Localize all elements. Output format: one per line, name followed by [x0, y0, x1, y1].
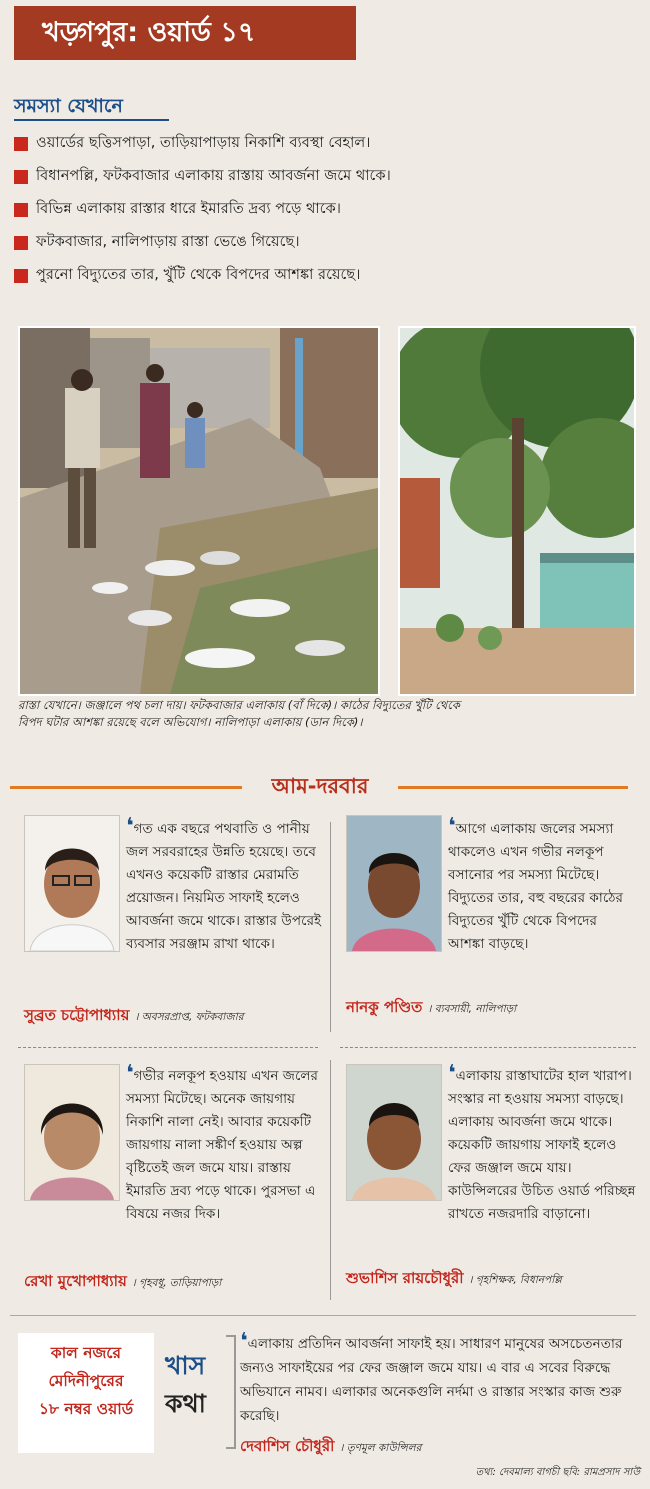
- person-portrait-image: [347, 816, 441, 951]
- speaker-role: । অবসরপ্রাপ্ত, ফটকবাজার: [134, 1011, 244, 1023]
- row-divider: [18, 1047, 318, 1048]
- quote-mark-icon: ❛: [126, 814, 134, 839]
- list-item: ওয়ার্ডের ছত্তিসপাড়া, তাড়িয়াপাড়ায় নিকাশি ব্যবস্থা বেহাল।: [14, 127, 634, 160]
- problems-title: সমস্যা যেখানে: [14, 95, 123, 117]
- section-rule-left: [10, 786, 242, 789]
- avatar: [346, 1064, 442, 1201]
- opinion-quote: ❛আগে এলাকায় জলের সমস্যা থাকলেও এখন গভীর নলকূপ বসানোর পর সমস্যা মিটেছে। বিদ্যুতের তার, বহু বছরের কাঠের বিদ্যুতের খুঁটি থেকে বিপদের আশঙ্কা বাড়ছে।: [448, 814, 624, 952]
- page-title: খড়্গপুর: ওয়ার্ড ১৭: [42, 17, 256, 48]
- councillor-quote: ❛এলাকায় প্রতিদিন আবর্জনা সাফাই হয়। সাধারণ মানুষের অসচেতনতার জন্যও সাফাইয়ের পর ফের জঞ্জাল জমে যায়। এ বার এ সবের বিরুদ্ধে অভিযানে নামব। এলাকার অনেকগুলি নর্দমা ও রাস্তার সংস্কার কাজ শুরু করেছি।: [240, 1329, 623, 1424]
- photo-caption: রাস্তা যেখানে। জঞ্জালে পথ চলা দায়। ফটকবাজার এলাকায় (বাঁ দিকে)। কাঠের বিদ্যুতের খুঁটি থেকে বিপদ ঘটার আশঙ্কা রয়েছে বলে অভিযোগ। নালিপাড়া এলাকায় (ডান দিকে)।: [18, 698, 460, 729]
- red-square-bullet-icon: [14, 236, 28, 250]
- section-rule-right: [398, 786, 628, 789]
- avatar: [346, 815, 442, 952]
- problems-list: [14, 127, 634, 292]
- khas-label: খাস: [165, 1351, 206, 1380]
- list-item: বিভিন্ন এলাকায় রাস্তার ধারে ইমারতি দ্রব্য পড়ে থাকে।: [14, 193, 634, 226]
- opinion-quote: ❛এলাকায় রাস্তাঘাটের হাল খারাপ। সংস্কার না হওয়ায় সমস্যা বাড়ছে। এলাকায় আবর্জনা জমে থাকে। কয়েকটি জায়গায় সাফাই হলেও ফের জঞ্জাল জমে যায়। কাউন্সিলরের উচিত ওয়ার্ড পরিচ্ছন্ন রাখতে নজরদারি বাড়ানো।: [448, 1061, 636, 1222]
- column-divider: [330, 1060, 331, 1300]
- speaker-role: । ব্যবসায়ী, নালিপাড়া: [427, 1003, 517, 1015]
- speaker-role: । গৃহবধূ, তাড়িয়াপাড়া: [132, 1277, 222, 1289]
- opinion-quote: ❛গত এক বছরে পথবাতি ও পানীয় জল সরবরাহের উন্নতি হয়েছে। তবে এখনও কয়েকটি রাস্তার মেরামতি প্রয়োজন। নিয়মিত সাফাই হলেও আবর্জনা জমে থাকে। রাস্তার উপরেই ব্যবসার সরঞ্জাম রাখা থাকে।: [126, 814, 322, 952]
- next-ward-box: কাল নজরে মেদিনীপুরের ১৮ নম্বর ওয়ার্ড: [18, 1333, 154, 1453]
- avatar: [24, 815, 120, 952]
- avatar: [24, 1064, 120, 1201]
- list-item: ফটকবাজার, নালিপাড়ায় রাস্তা ভেঙে গিয়েছে।: [14, 226, 634, 259]
- councillor-name: দেবাশিস চৌধুরী । তৃণমূল কাউন্সিলর: [240, 1437, 422, 1455]
- councillor-role: । তৃণমূল কাউন্সিলর: [339, 1442, 422, 1454]
- page-header: [14, 6, 356, 60]
- quote-mark-icon: ❛: [448, 1061, 456, 1086]
- speaker-name: শুভাশিস রায়চৌধুরী । গৃহশিক্ষক, বিধানপল্লি: [346, 1269, 562, 1287]
- section-separator: [10, 1315, 636, 1316]
- red-square-bullet-icon: [14, 269, 28, 283]
- red-square-bullet-icon: [14, 170, 28, 184]
- list-item: বিধানপল্লি, ফটকবাজার এলাকায় রাস্তায় আবর্জনা জমে থাকে।: [14, 160, 634, 193]
- person-portrait-image: [347, 1065, 441, 1200]
- red-square-bullet-icon: [14, 203, 28, 217]
- speaker-name: রেখা মুখোপাধ্যায় । গৃহবধূ, তাড়িয়াপাড়া: [24, 1272, 222, 1290]
- row-divider: [340, 1047, 636, 1048]
- opinion-quote: ❛গভীর নলকূপ হওয়ায় এখন জলের সমস্যা মিটেছে। অনেক জায়গায় নিকাশি নালা নেই। আবার কয়েকটি জায়গায় নালা সঙ্কীর্ণ হওয়ায় অল্প বৃষ্টিতেই জল জমে যায়। রাস্তায় ইমারতি দ্রব্য পড়ে থাকে। পুরসভা এ বিষয়ে নজর দিক।: [126, 1061, 319, 1222]
- red-square-bullet-icon: [14, 137, 28, 151]
- street-scene-image: [20, 328, 378, 694]
- kotha-label: কথা: [165, 1389, 206, 1418]
- quote-mark-icon: ❛: [448, 814, 456, 839]
- street-litter-photo: [18, 326, 380, 696]
- section-title: আম-দরবার: [271, 774, 369, 798]
- bracket-divider: [226, 1335, 236, 1449]
- person-portrait-image: [25, 1065, 119, 1200]
- quote-mark-icon: ❛: [126, 1061, 134, 1086]
- title-underline: [14, 119, 169, 121]
- person-portrait-image: [25, 816, 119, 951]
- quote-mark-icon: ❛: [240, 1329, 248, 1354]
- speaker-role: । গৃহশিক্ষক, বিধানপল্লি: [468, 1274, 562, 1286]
- list-item: পুরনো বিদ্যুতের তার, খুঁটি থেকে বিপদের আশঙ্কা রয়েছে।: [14, 259, 634, 292]
- speaker-name: সুব্রত চট্টোপাধ্যায় । অবসরপ্রাপ্ত, ফটকবাজার: [24, 1006, 244, 1024]
- column-divider: [330, 822, 331, 1032]
- speaker-name: নানকু পণ্ডিত । ব্যবসায়ী, নালিপাড়া: [346, 998, 517, 1016]
- trees-scene-image: [400, 328, 634, 694]
- photo-credit: তথ্য: দেবমাল্য বাগচী ছবি: রামপ্রসাদ সাউ: [475, 1467, 640, 1478]
- wooden-pole-photo: [398, 326, 636, 696]
